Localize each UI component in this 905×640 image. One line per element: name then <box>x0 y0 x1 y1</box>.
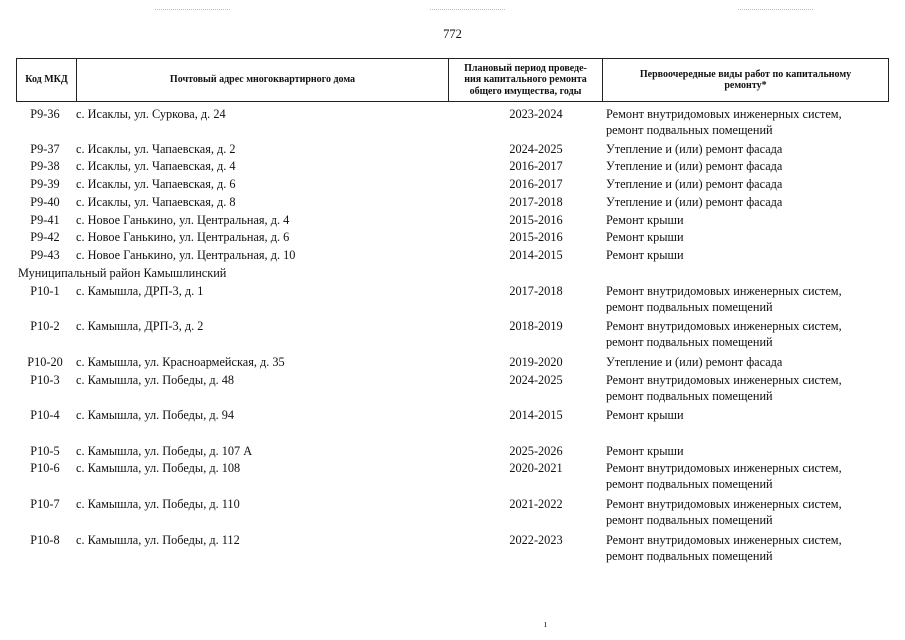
bottom-scan-mark: ı <box>544 619 547 630</box>
row-period: 2017-2018 <box>509 284 563 298</box>
row-code: Р9-40 <box>30 195 60 209</box>
row-address: с. Новое Ганькино, ул. Центральная, д. 6 <box>76 230 290 244</box>
row-works: Ремонт внутридомовых инженерных систем, <box>606 107 842 121</box>
row-code: Р10-5 <box>30 444 60 458</box>
header-works-line1: Первоочередные виды работ по капитальному <box>639 68 852 80</box>
row-works: Ремонт крыши <box>606 408 684 422</box>
row-address: с. Камышла, ул. Победы, д. 108 <box>76 461 241 475</box>
row-address: с. Камышла, ДРП-3, д. 1 <box>76 284 204 298</box>
scan-artifact-right <box>738 9 813 10</box>
row-code: Р9-43 <box>30 248 60 262</box>
row-works-cont: ремонт подвальных помещений <box>606 549 773 563</box>
row-works-cont: ремонт подвальных помещений <box>606 389 773 403</box>
row-works: Утепление и (или) ремонт фасада <box>606 142 783 156</box>
row-code: Р10-3 <box>30 373 60 387</box>
row-period: 2024-2025 <box>509 142 563 156</box>
row-period: 2016-2017 <box>509 177 563 191</box>
row-works-cont: ремонт подвальных помещений <box>606 513 773 527</box>
row-code: Р10-8 <box>30 533 60 547</box>
row-address: с. Камышла, ДРП-3, д. 2 <box>76 319 204 333</box>
row-code: Р9-36 <box>30 107 60 121</box>
row-address: с. Камышла, ул. Победы, д. 112 <box>76 533 240 547</box>
row-code: Р10-6 <box>30 461 60 475</box>
row-address: с. Камышла, ул. Победы, д. 48 <box>76 373 235 387</box>
row-works-cont: ремонт подвальных помещений <box>606 335 773 349</box>
row-address: с. Исаклы, ул. Чапаевская, д. 2 <box>76 142 236 156</box>
header-code <box>16 59 76 101</box>
scan-artifact-center <box>430 9 505 10</box>
row-period: 2023-2024 <box>509 107 563 121</box>
header-works <box>602 59 889 101</box>
page-number: 772 <box>443 27 462 41</box>
row-address: с. Исаклы, ул. Чапаевская, д. 6 <box>76 177 236 191</box>
row-period: 2019-2020 <box>509 355 563 369</box>
row-period: 2014-2015 <box>509 408 563 422</box>
header-address-label: Почтовый адрес многоквартирного дома <box>169 74 356 86</box>
row-address: с. Исаклы, ул. Чапаевская, д. 8 <box>76 195 236 209</box>
row-works: Ремонт крыши <box>606 444 684 458</box>
row-works: Ремонт крыши <box>606 248 684 262</box>
row-period: 2020-2021 <box>509 461 563 475</box>
header-period-line2: ния капитального ремонта <box>464 74 587 86</box>
header-period <box>448 59 602 101</box>
row-period: 2014-2015 <box>509 248 563 262</box>
row-code: Р9-37 <box>30 142 60 156</box>
row-period: 2024-2025 <box>509 373 563 387</box>
row-address: с. Исаклы, ул. Суркова, д. 24 <box>76 107 226 121</box>
row-works: Ремонт внутридомовых инженерных систем, <box>606 373 842 387</box>
row-period: 2022-2023 <box>509 533 563 547</box>
header-code-label: Код МКД <box>25 74 68 86</box>
row-works-cont: ремонт подвальных помещений <box>606 123 773 137</box>
row-works: Ремонт крыши <box>606 213 684 227</box>
row-address: с. Камышла, ул. Победы, д. 94 <box>76 408 235 422</box>
row-period: 2025-2026 <box>509 444 563 458</box>
row-code: Р10-20 <box>27 355 63 369</box>
table-header <box>16 58 889 102</box>
row-works: Ремонт внутридомовых инженерных систем, <box>606 533 842 547</box>
row-address: с. Новое Ганькино, ул. Центральная, д. 4 <box>76 213 290 227</box>
row-code: Р10-1 <box>30 284 60 298</box>
row-address: с. Камышла, ул. Победы, д. 107 А <box>76 444 253 458</box>
row-works-cont: ремонт подвальных помещений <box>606 300 773 314</box>
row-code: Р10-2 <box>30 319 60 333</box>
row-works: Ремонт внутридомовых инженерных систем, <box>606 497 842 511</box>
row-period: 2017-2018 <box>509 195 563 209</box>
row-address: с. Камышла, ул. Победы, д. 110 <box>76 497 240 511</box>
row-address: с. Исаклы, ул. Чапаевская, д. 4 <box>76 159 236 173</box>
row-works: Ремонт внутридомовых инженерных систем, <box>606 319 842 333</box>
row-works: Ремонт внутридомовых инженерных систем, <box>606 284 842 298</box>
row-code: Р10-4 <box>30 408 60 422</box>
row-period: 2018-2019 <box>509 319 563 333</box>
header-works-line2: ремонту* <box>724 80 767 91</box>
header-period-line3: общего имущества, годы <box>469 85 582 97</box>
section-title: Муниципальный район Камышлинский <box>18 266 227 280</box>
row-code: Р10-7 <box>30 497 60 511</box>
row-works: Ремонт крыши <box>606 230 684 244</box>
header-period-line1: Плановый период проведе- <box>464 62 587 74</box>
row-address: с. Новое Ганькино, ул. Центральная, д. 10 <box>76 248 296 262</box>
row-period: 2021-2022 <box>509 497 563 511</box>
row-works: Утепление и (или) ремонт фасада <box>606 177 783 191</box>
scan-artifact-left <box>155 9 230 10</box>
row-works: Ремонт внутридомовых инженерных систем, <box>606 461 842 475</box>
row-code: Р9-42 <box>30 230 60 244</box>
row-period: 2016-2017 <box>509 159 563 173</box>
row-works: Утепление и (или) ремонт фасада <box>606 355 783 369</box>
row-code: Р9-41 <box>30 213 60 227</box>
row-period: 2015-2016 <box>509 230 563 244</box>
row-code: Р9-38 <box>30 159 60 173</box>
row-works: Утепление и (или) ремонт фасада <box>606 159 783 173</box>
header-address <box>76 59 448 101</box>
row-works-cont: ремонт подвальных помещений <box>606 477 773 491</box>
row-works: Утепление и (или) ремонт фасада <box>606 195 783 209</box>
row-period: 2015-2016 <box>509 213 563 227</box>
row-address: с. Камышла, ул. Красноармейская, д. 35 <box>76 355 285 369</box>
row-code: Р9-39 <box>30 177 60 191</box>
